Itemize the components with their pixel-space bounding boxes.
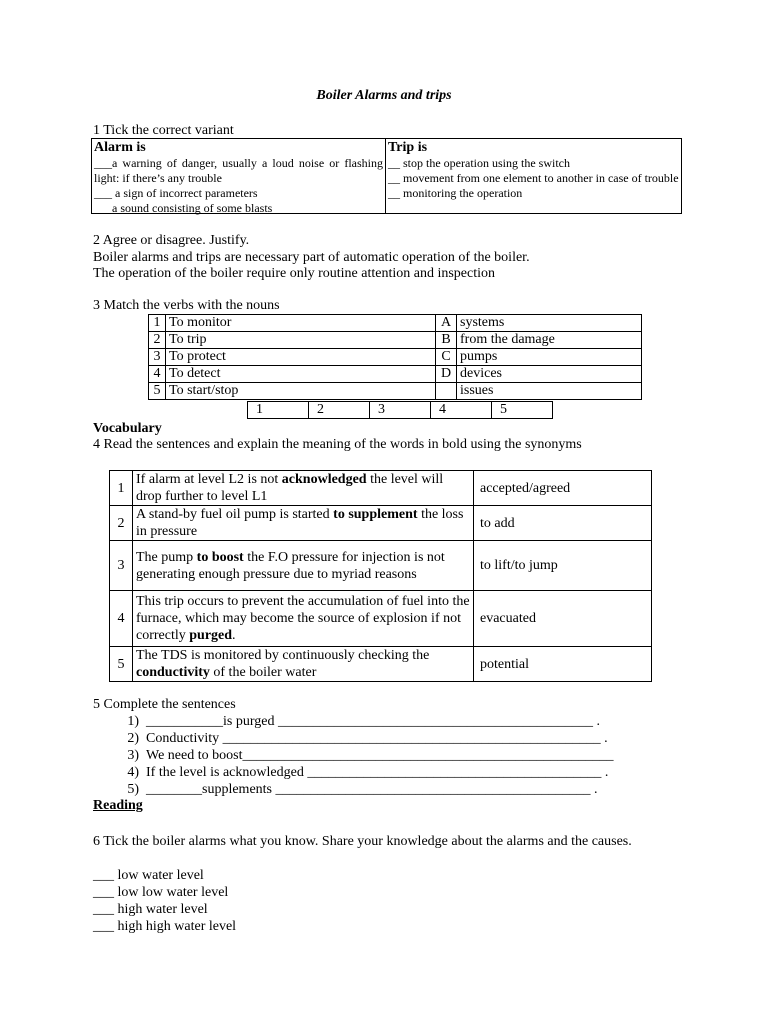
complete-sentences-list <box>93 713 613 798</box>
task2-statement: The operation of the boiler require only routine attention and inspection <box>93 266 495 281</box>
task2-statement: Boiler alarms and trips are necessary part of automatic operation of the boiler. <box>93 250 530 265</box>
bold-word: conductivity <box>136 665 210 680</box>
sentence-cell: The TDS is monitored by continuously checking the conductivity of the boiler water <box>133 647 474 682</box>
verb-cell: To monitor <box>166 315 436 332</box>
task5-heading: 5 Complete the sentences <box>93 697 236 712</box>
bold-word: to boost <box>196 549 244 565</box>
sentence-cell: The pump to boost the F.O pressure for injection is not generating enough pressure due to myriad reasons <box>133 541 474 591</box>
row-number: 2 <box>149 332 166 349</box>
answer-cell[interactable]: 5 <box>492 402 553 419</box>
list-item[interactable]: 1) ___________is purged _____________________________________________ . <box>127 714 600 729</box>
answer-cell[interactable]: 1 <box>248 402 309 419</box>
page-title: Boiler Alarms and trips <box>316 88 452 103</box>
alarm-item[interactable]: ___ a sign of incorrect parameters <box>94 186 258 200</box>
answer-cell[interactable]: 2 <box>309 402 370 419</box>
list-item[interactable]: 2) Conductivity ______________________________________________________ . <box>127 731 608 746</box>
list-item[interactable]: 3) We need to boost_____________________________________________________ <box>127 748 614 763</box>
letter-cell: C <box>436 349 457 366</box>
bold-word: to supplement <box>333 507 418 522</box>
alarm-checkbox-item[interactable]: ___ low low water level <box>93 885 229 900</box>
synonym-cell: accepted/agreed <box>474 471 652 506</box>
noun-cell: from the damage <box>457 332 642 349</box>
row-number: 1 <box>110 471 133 506</box>
row-number: 1 <box>149 315 166 332</box>
alarm-checkbox-item[interactable]: ___ low water level <box>93 868 204 883</box>
alarm-header: Alarm is <box>94 140 146 155</box>
task3-heading: 3 Match the verbs with the nouns <box>93 298 280 313</box>
verb-cell: To protect <box>166 349 436 366</box>
trip-item[interactable]: __ monitoring the operation <box>388 186 523 200</box>
table-row <box>149 349 642 366</box>
task1-table <box>91 138 682 214</box>
letter-cell <box>436 383 457 400</box>
alarm-item[interactable]: ___a warning of danger, usually a loud noise or flashing light: if there’s any trouble <box>94 156 383 185</box>
row-number: 2 <box>110 506 133 541</box>
sentence-cell: If alarm at level L2 is not acknowledged the level will drop further to level L1 <box>133 471 474 506</box>
noun-cell: pumps <box>457 349 642 366</box>
table-row <box>149 332 642 349</box>
vocabulary-heading: Vocabulary <box>93 421 162 436</box>
row-number: 3 <box>110 541 133 591</box>
task6-heading: 6 Tick the boiler alarms what you know. Share your knowledge about the alarms and the causes. <box>93 834 632 849</box>
table-row <box>110 591 652 647</box>
letter-cell: B <box>436 332 457 349</box>
table-row <box>149 366 642 383</box>
alarm-checkbox-item[interactable]: ___ high water level <box>93 902 208 917</box>
table-row <box>110 541 652 591</box>
table-row <box>110 647 652 682</box>
answer-grid <box>247 401 553 419</box>
letter-cell: D <box>436 366 457 383</box>
synonym-cell: evacuated <box>474 591 652 647</box>
list-item[interactable]: 4) If the level is acknowledged __________________________________________ . <box>127 765 609 780</box>
verb-cell: To trip <box>166 332 436 349</box>
table-row <box>110 471 652 506</box>
answer-cell[interactable]: 4 <box>431 402 492 419</box>
vocabulary-table <box>109 470 652 682</box>
row-number: 4 <box>149 366 166 383</box>
trip-column <box>386 139 681 213</box>
synonym-cell: potential <box>474 647 652 682</box>
task2-heading: 2 Agree or disagree. Justify. <box>93 233 250 248</box>
trip-item[interactable]: __ stop the operation using the switch <box>388 156 570 170</box>
row-number: 4 <box>110 591 133 647</box>
letter-cell: A <box>436 315 457 332</box>
match-table <box>148 314 642 400</box>
sentence-cell: A stand-by fuel oil pump is started to supplement the loss in pressure <box>133 506 474 541</box>
noun-cell: systems <box>457 315 642 332</box>
reading-heading: Reading <box>93 798 143 813</box>
synonym-cell: to add <box>474 506 652 541</box>
noun-cell: issues <box>457 383 642 400</box>
trip-item[interactable]: __ movement from one element to another in case of trouble <box>388 171 679 185</box>
table-row <box>110 506 652 541</box>
alarm-checkbox-item[interactable]: ___ high high water level <box>93 919 237 934</box>
bold-word: acknowledged <box>281 472 367 487</box>
trip-header: Trip is <box>388 140 428 155</box>
answer-cell[interactable]: 3 <box>370 402 431 419</box>
verb-cell: To detect <box>166 366 436 383</box>
synonym-cell: to lift/to jump <box>474 541 652 591</box>
task1-heading: 1 Tick the correct variant <box>93 123 234 138</box>
bold-word: purged <box>189 628 233 643</box>
verb-cell: To start/stop <box>166 383 436 400</box>
row-number: 5 <box>149 383 166 400</box>
noun-cell: devices <box>457 366 642 383</box>
row-number: 3 <box>149 349 166 366</box>
list-item[interactable]: 5) ________supplements _____________________________________________ . <box>127 782 598 797</box>
task4-heading: 4 Read the sentences and explain the meaning of the words in bold using the synonyms <box>93 437 582 452</box>
sentence-cell: This trip occurs to prevent the accumulation of fuel into the furnace, which may become the source of explosion if not correctly purged. <box>133 591 474 647</box>
table-row <box>149 315 642 332</box>
alarm-column <box>92 139 386 213</box>
alarm-item[interactable]: ___a sound consisting of some blasts <box>94 201 273 215</box>
row-number: 5 <box>110 647 133 682</box>
table-row <box>149 383 642 400</box>
